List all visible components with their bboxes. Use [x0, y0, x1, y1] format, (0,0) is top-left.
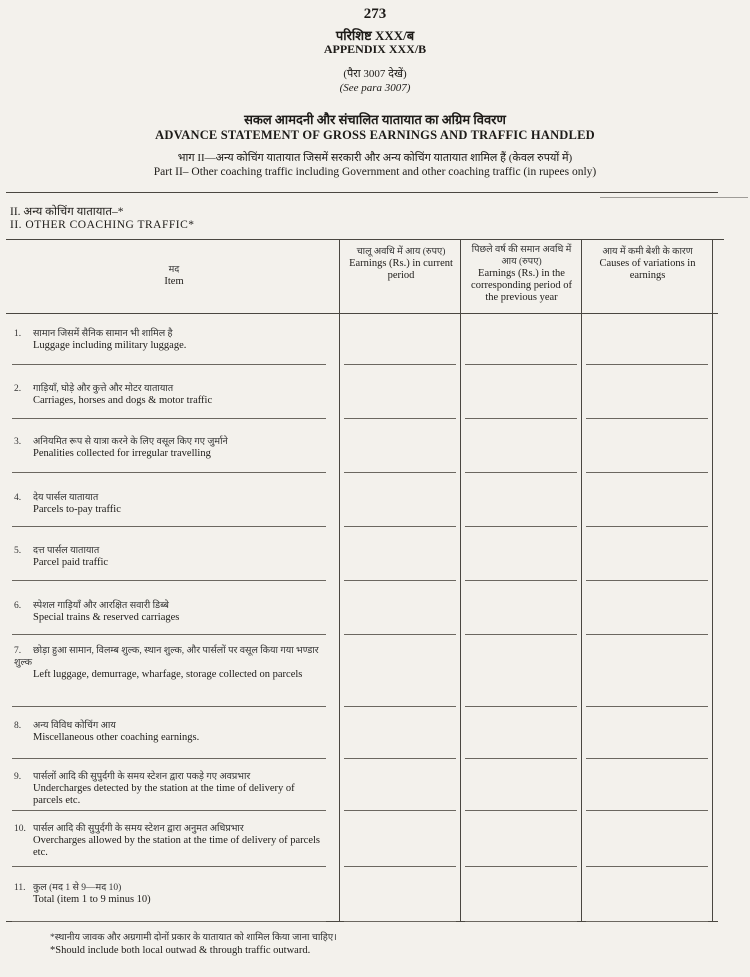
answer-line — [12, 364, 326, 365]
column-header-previous-hindi: पिछले वर्ष की समान अवधि में आय (रुपए) — [471, 245, 572, 267]
column-header-current-hindi: चालू अवधि में आय (रुपए) — [356, 247, 446, 257]
item-hindi: अन्य विविध कोचिंग आय — [33, 721, 116, 731]
para-reference: (See para 3007) — [339, 82, 411, 94]
column-header-item-hindi: मद — [168, 265, 180, 275]
answer-line — [344, 364, 456, 365]
answer-line — [344, 921, 456, 922]
answer-line — [586, 810, 708, 811]
answer-line — [12, 580, 326, 581]
part-heading-hindi: भाग II—अन्य कोचिंग यातायात जिसमें सरकारी और अन्य कोचिंग यातायात शामिल हैं (केवल रुपयों में) — [177, 152, 573, 164]
answer-line — [465, 866, 577, 867]
answer-line — [465, 526, 577, 527]
top-rule — [6, 192, 718, 193]
answer-line — [12, 706, 326, 707]
answer-line — [465, 758, 577, 759]
answer-line — [465, 706, 577, 707]
column-header-item — [10, 264, 338, 288]
item-hindi: कुल (मद 1 से 9—मद 10) — [33, 883, 122, 893]
item-row — [14, 383, 326, 407]
answer-line — [586, 472, 708, 473]
answer-line — [12, 921, 326, 922]
item-number: 5. — [14, 546, 22, 556]
item-hindi: पार्सलों आदि की सुपुर्दगी के समय स्टेशन द्वारा पकड़े गए अवप्रभार — [33, 772, 251, 782]
answer-line — [586, 634, 708, 635]
item-hindi: गाड़ियाँ, घोड़े और कुत्ते और मोटर यातायात — [33, 384, 174, 394]
answer-line — [586, 758, 708, 759]
header-bottom-rule — [6, 313, 718, 314]
column-header-current — [344, 246, 458, 282]
column-header-previous-label: Earnings (Rs.) in the corresponding period of the previous year — [471, 268, 572, 303]
item-row — [14, 492, 326, 516]
item-hindi: अनियमित रूप से यात्रा करने के लिए वसूल किए गए जुर्माने — [33, 437, 228, 447]
item-row — [14, 882, 326, 906]
item-label: Undercharges detected by the station at the time of delivery of parcels etc. — [33, 783, 295, 806]
answer-line — [586, 526, 708, 527]
appendix-title-hindi: परिशिष्ट XXX/ब — [335, 28, 415, 43]
item-label: Left luggage, demurrage, wharfage, storage collected on parcels — [33, 669, 303, 680]
column-divider — [712, 239, 713, 921]
answer-line — [12, 866, 326, 867]
answer-line — [12, 418, 326, 419]
item-number: 6. — [14, 601, 22, 611]
item-row — [14, 600, 326, 624]
footnote-hindi: *स्थानीय जावक और अग्रगामी दोनों प्रकार के यातायात को शामिल किया जाना चाहिए। — [50, 933, 337, 943]
item-label: Miscellaneous other coaching earnings. — [33, 732, 200, 743]
answer-line — [586, 580, 708, 581]
column-header-causes — [585, 246, 710, 282]
item-label: Parcel paid traffic — [33, 557, 109, 568]
answer-line — [12, 758, 326, 759]
item-label: Carriages, horses and dogs & motor traffic — [33, 395, 213, 406]
answer-line — [465, 810, 577, 811]
answer-line — [465, 364, 577, 365]
item-row — [14, 720, 326, 744]
item-hindi: स्पेशल गाड़ियाँ और आरक्षित सवारी डिब्बे — [33, 601, 169, 611]
answer-line — [12, 810, 326, 811]
column-header-causes-label: Causes of variations in earnings — [599, 258, 696, 281]
section-label: II. OTHER COACHING TRAFFIC* — [10, 219, 195, 231]
column-header-previous — [464, 244, 579, 304]
column-header-causes-hindi: आय में कमी बेशी के कारण — [602, 247, 693, 257]
answer-line — [344, 634, 456, 635]
column-header-current-label: Earnings (Rs.) in current period — [349, 258, 453, 281]
item-row — [14, 545, 326, 569]
section-label-hindi: II. अन्य कोचिंग यातायात–* — [10, 206, 124, 218]
para-reference-hindi: (पैरा 3007 देखें) — [343, 68, 407, 80]
item-label: Penalities collected for irregular travelling — [33, 448, 211, 459]
item-hindi: छोड़ा हुआ सामान, विलम्ब शुल्क, स्थान शुल्क, और पार्सलों पर वसूल किया गया भण्डार शुल्क — [14, 646, 319, 668]
item-label: Overcharges allowed by the station at the time of delivery of parcels etc. — [33, 835, 320, 858]
column-divider — [460, 239, 461, 921]
appendix-title: APPENDIX XXX/B — [323, 42, 427, 56]
answer-line — [12, 526, 326, 527]
item-hindi: दत्त पार्सल यातायात — [33, 546, 100, 556]
item-label: Special trains & reserved carriages — [33, 612, 180, 623]
item-hindi: सामान जिसमें सैनिक सामान भी शामिल है — [33, 329, 173, 339]
table-top-rule — [6, 239, 724, 240]
item-row — [14, 771, 326, 807]
column-divider — [581, 239, 582, 921]
answer-line — [465, 418, 577, 419]
answer-line — [344, 526, 456, 527]
item-number: 2. — [14, 384, 22, 394]
answer-line — [12, 634, 326, 635]
answer-line — [465, 634, 577, 635]
answer-line — [465, 580, 577, 581]
column-header-item-label: Item — [164, 276, 184, 287]
item-number: 9. — [14, 772, 22, 782]
item-label: Parcels to-pay traffic — [33, 504, 121, 515]
item-hindi: पार्सल आदि की सुपुर्दगी के समय स्टेशन द्वारा अनुमत अधिप्रभार — [33, 824, 244, 834]
answer-line — [344, 866, 456, 867]
item-label: Luggage including military luggage. — [33, 340, 187, 351]
item-number: 7. — [14, 646, 22, 656]
answer-line — [586, 921, 708, 922]
part-heading: Part II– Other coaching traffic including Government and other coaching traffic (in rupees only) — [153, 166, 597, 178]
item-row — [14, 436, 326, 460]
page-number: 273 — [363, 6, 387, 22]
item-number: 8. — [14, 721, 22, 731]
answer-line — [12, 472, 326, 473]
item-label: Total (item 1 to 9 minus 10) — [33, 894, 151, 905]
answer-line — [344, 810, 456, 811]
item-number: 1. — [14, 329, 22, 339]
answer-line — [344, 580, 456, 581]
answer-line — [344, 472, 456, 473]
answer-line — [465, 472, 577, 473]
answer-line — [344, 706, 456, 707]
answer-line — [344, 758, 456, 759]
answer-line — [586, 866, 708, 867]
answer-line — [586, 364, 708, 365]
item-hindi: देय पार्सल यातायात — [33, 493, 99, 503]
item-number: 11. — [14, 883, 26, 893]
item-row — [14, 823, 326, 859]
footnote: *Should include both local outwad & through traffic outward. — [50, 945, 311, 956]
statement-title-hindi: सकल आमदनी और संचालित यातायात का अग्रिम विवरण — [244, 112, 506, 127]
answer-line — [586, 418, 708, 419]
item-number: 10. — [14, 824, 26, 834]
answer-line — [344, 418, 456, 419]
item-number: 4. — [14, 493, 22, 503]
answer-line — [586, 706, 708, 707]
item-row — [14, 328, 326, 352]
answer-line — [465, 921, 577, 922]
statement-title: ADVANCE STATEMENT OF GROSS EARNINGS AND TRAFFIC HANDLED — [155, 128, 595, 142]
item-number: 3. — [14, 437, 22, 447]
item-row — [14, 645, 326, 681]
top-rule-right — [600, 197, 748, 198]
column-divider — [339, 239, 340, 921]
